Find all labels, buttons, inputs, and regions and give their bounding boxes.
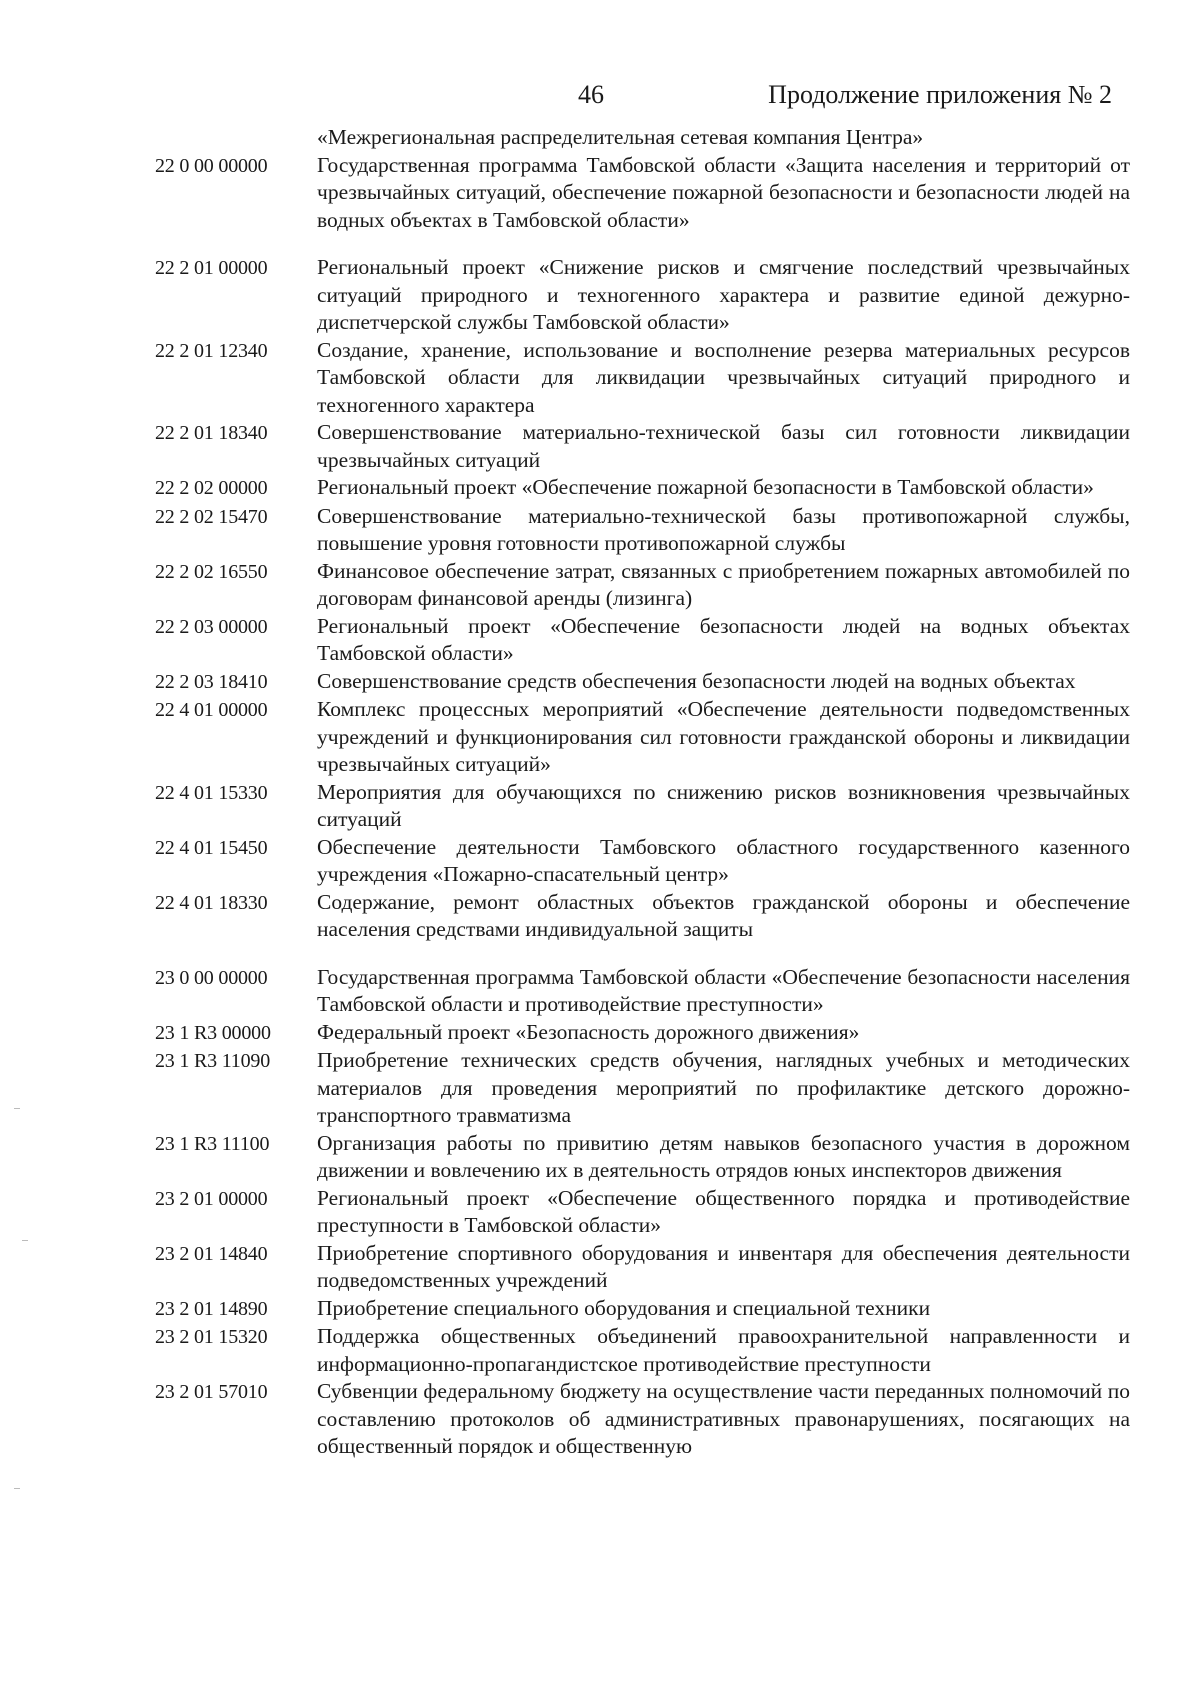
item-description: Региональный проект «Обеспечение общественного порядка и противодействие преступности в Тамбовской области» xyxy=(317,1185,1130,1237)
budget-code: 22 2 02 16550 xyxy=(155,560,268,583)
budget-code: 22 4 01 00000 xyxy=(155,699,268,721)
list-item xyxy=(155,254,1130,337)
page-number: 46 xyxy=(578,80,604,109)
item-description: «Межрегиональная распределительная сетевая компания Центра» xyxy=(317,125,924,149)
budget-code: 23 1 R3 11100 xyxy=(155,1132,270,1155)
list-item xyxy=(155,152,1130,235)
list-item xyxy=(155,696,1130,779)
list-item xyxy=(155,1130,1130,1185)
item-description: Приобретение спортивного оборудования и инвентаря для обеспечения деятельности подведомственных учреждений xyxy=(317,1240,1130,1292)
list-item xyxy=(155,889,1130,944)
list-item xyxy=(155,1019,1130,1048)
item-description: Приобретение технических средств обучения, наглядных учебных и методических материалов для проведения мероприятий по профилактике детского дорожно-транспортного травматизма xyxy=(317,1048,1130,1127)
budget-code: 23 2 01 14890 xyxy=(155,1297,268,1320)
list-item xyxy=(155,834,1130,889)
item-description: Совершенствование материально-технической базы сил готовности ликвидации чрезвычайных ситуаций xyxy=(317,420,1130,472)
budget-code: 22 2 01 18340 xyxy=(155,422,268,444)
item-description: Поддержка общественных объединений правоохранительной направленности и информационно-пропагандистское противодействие преступности xyxy=(317,1324,1130,1376)
item-description: Обеспечение деятельности Тамбовского областного государственного казенного учреждения «Пожарно-спасательный центр» xyxy=(317,834,1130,886)
item-description: Совершенствование средств обеспечения безопасности людей на водных объектах xyxy=(317,668,1076,693)
budget-code: 23 2 01 14840 xyxy=(155,1242,268,1265)
list-item xyxy=(155,1295,1130,1324)
budget-code: 22 2 03 00000 xyxy=(155,615,268,638)
budget-code: 23 2 01 00000 xyxy=(155,1187,268,1210)
budget-code: 23 1 R3 11090 xyxy=(155,1050,270,1072)
item-description: Содержание, ремонт областных объектов гражданской обороны и обеспечение населения средствами индивидуальной защиты xyxy=(317,889,1130,941)
appendix-continuation-title: Продолжение приложения № 2 xyxy=(768,80,1112,109)
list-item xyxy=(155,1378,1130,1461)
list-item xyxy=(155,1047,1130,1130)
budget-code: 23 2 01 57010 xyxy=(155,1381,268,1403)
list-item xyxy=(155,613,1130,668)
list-item xyxy=(155,668,1130,697)
item-description: Мероприятия для обучающихся по снижению рисков возникновения чрезвычайных ситуаций xyxy=(317,779,1130,831)
list-item xyxy=(155,503,1130,558)
item-description: Приобретение специального оборудования и специальной техники xyxy=(317,1295,931,1320)
list-item xyxy=(155,124,1130,152)
budget-code xyxy=(155,124,317,125)
list-item xyxy=(155,337,1130,420)
item-description: Субвенции федеральному бюджету на осуществление части переданных полномочий по составлению протоколов об административных правонарушениях, посягающих на общественный порядок и общественную xyxy=(317,1379,1130,1458)
scan-margin-marks xyxy=(0,0,40,1697)
item-description: Региональный проект «Обеспечение безопасности людей на водных объектах Тамбовской области» xyxy=(317,613,1130,665)
item-description: Государственная программа Тамбовской области «Защита населения и территорий от чрезвычайных ситуаций, обеспечение пожарной безопасности и безопасности людей на водных объектах в Тамбовской области» xyxy=(317,152,1130,232)
list-item xyxy=(155,474,1130,503)
item-description: Региональный проект «Обеспечение пожарной безопасности в Тамбовской области» xyxy=(317,475,1094,499)
item-description: Финансовое обеспечение затрат, связанных с приобретением пожарных автомобилей по договорам финансовой аренды (лизинга) xyxy=(317,558,1130,610)
list-item xyxy=(155,964,1130,1019)
item-description: Совершенствование материально-технической базы противопожарной службы, повышение уровня готовности противопожарной службы xyxy=(317,503,1130,555)
classification-list xyxy=(155,124,1130,1461)
list-item xyxy=(155,1323,1130,1378)
budget-code: 22 2 01 00000 xyxy=(155,257,268,279)
list-item xyxy=(155,1240,1130,1295)
budget-code: 22 2 02 00000 xyxy=(155,477,268,499)
budget-code: 23 2 01 15320 xyxy=(155,1326,268,1348)
budget-code: 22 2 03 18410 xyxy=(155,670,268,693)
list-item xyxy=(155,1185,1130,1240)
item-description: Комплекс процессных мероприятий «Обеспечение деятельности подведомственных учреждений и функционирования сил готовности гражданской обороны и ликвидации чрезвычайных ситуаций» xyxy=(317,697,1130,776)
item-description: Организация работы по привитию детям навыков безопасного участия в дорожном движении и вовлечению их в деятельность отрядов юных инспекторов движения xyxy=(317,1130,1130,1182)
budget-code: 22 2 01 12340 xyxy=(155,339,268,362)
list-item xyxy=(155,779,1130,834)
item-description: Создание, хранение, использование и восполнение резерва материальных ресурсов Тамбовской области для ликвидации чрезвычайных ситуаций природного и техногенного характера xyxy=(317,337,1130,417)
item-description: Федеральный проект «Безопасность дорожного движения» xyxy=(317,1019,860,1044)
item-description: Региональный проект «Снижение рисков и смягчение последствий чрезвычайных ситуаций природного и техногенного характера и развитие единой дежурно-диспетчерской службы Тамбовской области» xyxy=(317,255,1130,334)
budget-code: 22 4 01 15330 xyxy=(155,781,268,804)
budget-code: 23 0 00 00000 xyxy=(155,966,268,989)
budget-code: 22 4 01 18330 xyxy=(155,891,268,914)
list-item xyxy=(155,558,1130,613)
budget-code: 22 0 00 00000 xyxy=(155,154,268,177)
budget-code: 23 1 R3 00000 xyxy=(155,1021,271,1044)
item-description: Государственная программа Тамбовской области «Обеспечение безопасности населения Тамбовской области и противодействие преступности» xyxy=(317,964,1130,1016)
budget-code: 22 2 02 15470 xyxy=(155,505,268,528)
page-header xyxy=(0,80,1200,120)
list-item xyxy=(155,419,1130,474)
budget-code: 22 4 01 15450 xyxy=(155,836,268,859)
